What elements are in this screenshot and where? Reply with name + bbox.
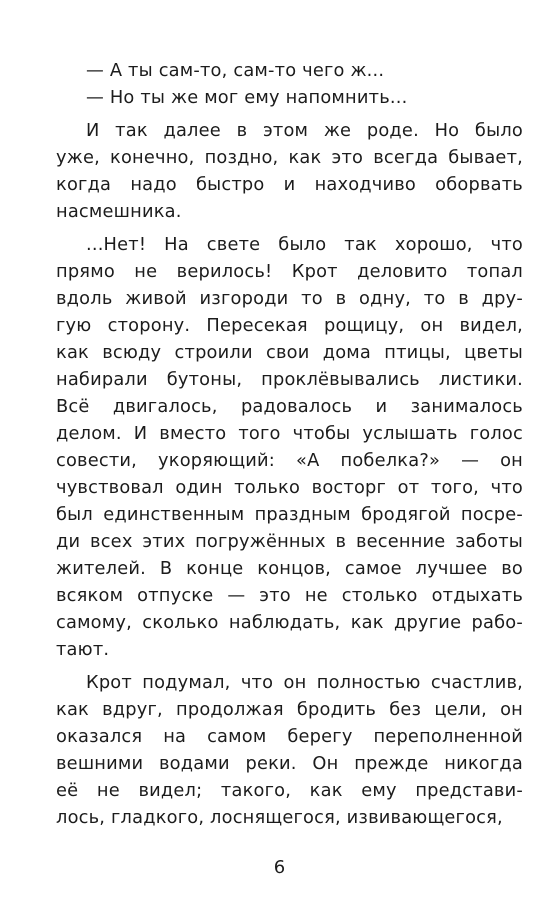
text-line: совести, укоряющий: «А побелка?» — он — [56, 450, 523, 471]
paragraph — [56, 231, 523, 663]
text-line: лось, гладкого, лоснящегося, извивающегося, — [56, 807, 503, 828]
paragraph — [56, 669, 523, 831]
text-line: — Но ты же мог ему напомнить... — [86, 87, 408, 108]
text-line: когда надо быстро и находчиво оборвать — [56, 174, 523, 195]
text-line: тают. — [56, 639, 110, 660]
text-line: оказался на самом берегу переполненной — [56, 726, 523, 747]
text-line: как всюду строили свои дома птицы, цветы — [56, 342, 523, 363]
text-line: вешними водами реки. Он прежде никогда — [56, 753, 523, 774]
text-line: уже, конечно, поздно, как это всегда бывает, — [56, 147, 523, 168]
page-number: 6 — [273, 857, 286, 878]
paragraph — [56, 57, 523, 84]
text-line: — А ты сам-то, сам-то чего ж... — [86, 60, 385, 81]
text-line: ...Нет! На свете было так хорошо, что — [86, 234, 523, 255]
text-line: Всё двигалось, радовалось и занималось — [56, 396, 523, 417]
text-line: И так далее в этом же роде. Но было — [86, 120, 523, 141]
paragraph — [56, 117, 523, 225]
body-text — [56, 57, 523, 831]
text-line: насмешника. — [56, 201, 182, 222]
paragraph — [56, 84, 523, 111]
text-line: всяком отпуске — это не столько отдыхать — [56, 585, 523, 606]
text-line: чувствовал один только восторг от того, что — [56, 477, 523, 498]
text-line: Крот подумал, что он полностью счастлив, — [86, 672, 523, 693]
text-line: ди всех этих погружённых в весенние заботы — [56, 531, 523, 552]
text-line: делом. И вместо того чтобы услышать голос — [56, 423, 523, 444]
text-line: гую сторону. Пересекая рощицу, он видел, — [56, 315, 523, 336]
text-line: жителей. В конце концов, самое лучшее во — [56, 558, 523, 579]
text-line: её не видел; такого, как ему представи- — [56, 780, 523, 801]
text-line: как вдруг, продолжая бродить без цели, он — [56, 699, 523, 720]
text-line: был единственным праздным бродягой посре- — [56, 504, 523, 525]
text-line: набирали бутоны, проклёвывались листики. — [56, 369, 523, 390]
text-line: прямо не верилось! Крот деловито топал — [56, 261, 523, 282]
text-line: самому, сколько наблюдать, как другие рабо- — [56, 612, 523, 633]
text-line: вдоль живой изгороди то в одну, то в дру- — [56, 288, 523, 309]
